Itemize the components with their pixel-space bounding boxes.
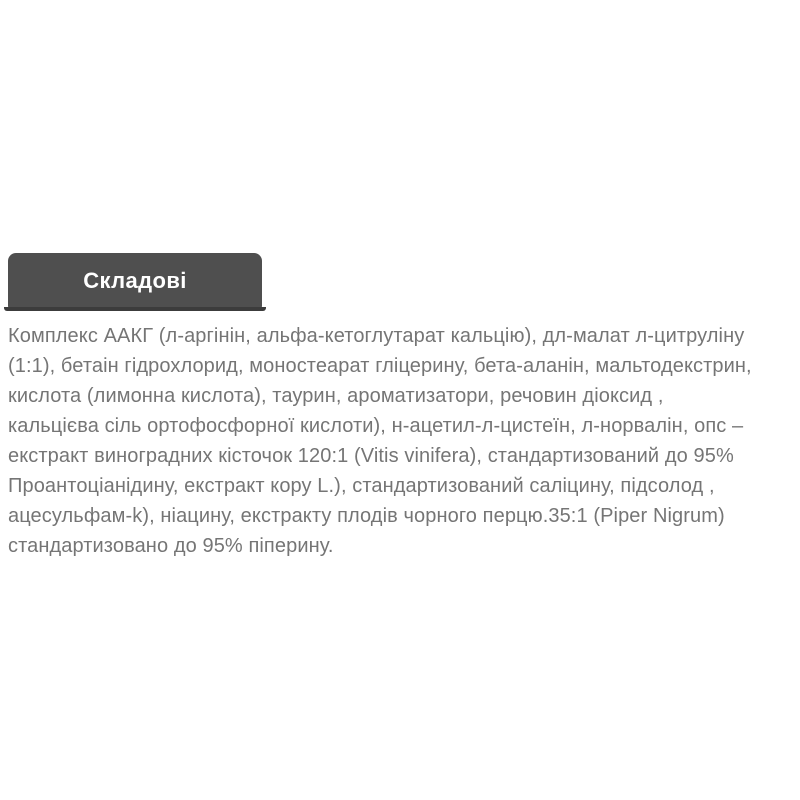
ingredients-line: кислота (лимонна кислота), таурин, ароматизатори, речовин діоксид , <box>8 385 664 407</box>
ingredients-tab-label: Складові <box>83 268 187 293</box>
ingredients-line: кальцієва сіль ортофосфорної кислоти), н-ацетил-л-цистеїн, л-норвалін, опс – <box>8 415 744 437</box>
ingredients-line: Проантоціанідину, екстракт кору L.), стандартизований саліцину, підсолод , <box>8 475 715 497</box>
ingredients-line: екстракт виноградних кісточок 120:1 (Vitis vinifera), стандартизований до 95% <box>8 445 734 467</box>
ingredients-line: ацесульфам-k), ніацину, екстракту плодів чорного перцю.35:1 (Piper Nigrum) <box>8 505 725 527</box>
ingredients-line: стандартизовано до 95% піперину. <box>8 535 334 557</box>
ingredients-line: Комплекс ААКГ (л-аргінін, альфа-кетоглутарат кальцію), дл-малат л-цитруліну <box>8 325 745 347</box>
ingredients-text <box>8 321 796 561</box>
ingredients-line: (1:1), бетаін гідрохлорид, моностеарат гліцерину, бета-аланін, мальтодекстрин, <box>8 355 752 377</box>
ingredients-tab[interactable] <box>8 253 262 309</box>
